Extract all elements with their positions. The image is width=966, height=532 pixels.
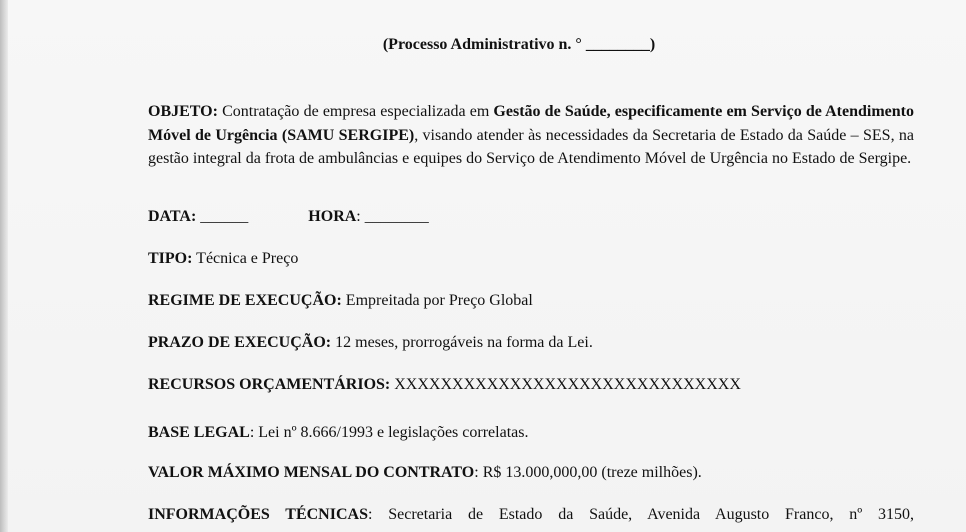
recursos-line — [148, 376, 741, 394]
regime-value: Empreitada por Preço Global — [341, 292, 533, 309]
prazo-line — [148, 334, 593, 352]
tipo-line — [148, 250, 298, 268]
objeto-text-1: Contratação de empresa especializada em — [217, 103, 494, 120]
tipo-label: TIPO: — [148, 250, 193, 267]
base-legal-label: BASE LEGAL — [148, 424, 250, 441]
objeto-text-2: , visando atender às necessidades da Secretaria de Estado da Saúde – SES, na gestão integral da frota de ambulâncias e equipes do Serviço de Atendimento Móvel de Urgência no Estado de Sergipe. — [148, 126, 915, 167]
base-legal-value: : Lei nº 8.666/1993 e legislações correlatas. — [249, 424, 529, 441]
valor-label: VALOR MÁXIMO MENSAL DO CONTRATO — [148, 464, 475, 481]
data-label: DATA: — [148, 208, 197, 225]
document-page — [8, 0, 966, 532]
info-tecnicas-label: INFORMAÇÕES TÉCNICAS — [148, 506, 368, 523]
objeto-label: OBJETO: — [148, 103, 218, 120]
process-title: (Processo Administrativo n. ° ________) — [382, 36, 656, 53]
info-tecnicas-line — [148, 506, 914, 524]
info-tecnicas-value: : Secretaria de Estado da Saúde, Avenida Augusto Franco, nº 3150, — [367, 506, 914, 523]
prazo-value: 12 meses, prorrogáveis na forma da Lei. — [331, 334, 593, 351]
recursos-label: RECURSOS ORÇAMENTÁRIOS: — [148, 376, 391, 393]
objeto-paragraph — [148, 100, 914, 171]
hora-label: HORA — [308, 208, 357, 225]
base-legal-line — [148, 424, 528, 442]
recursos-value: XXXXXXXXXXXXXXXXXXXXXXXXXXXXXX — [390, 376, 741, 393]
page-shadow-edge — [0, 0, 8, 532]
data-value: ______ — [196, 208, 249, 225]
prazo-label: PRAZO DE EXECUÇÃO: — [148, 334, 332, 351]
valor-value: : R$ 13.000,000,00 (treze milhões). — [474, 464, 702, 481]
regime-line — [148, 292, 533, 310]
regime-label: REGIME DE EXECUÇÃO: — [148, 292, 342, 309]
data-hora-line — [148, 208, 429, 226]
tipo-value: Técnica e Preço — [192, 250, 299, 267]
valor-line — [148, 464, 702, 482]
objeto-bold-text: Gestão de Saúde, especificamente em Serviço de Atendimento Móvel de Urgência (SAMU SERGIPE) — [148, 103, 914, 144]
hora-value: : ________ — [356, 208, 429, 225]
